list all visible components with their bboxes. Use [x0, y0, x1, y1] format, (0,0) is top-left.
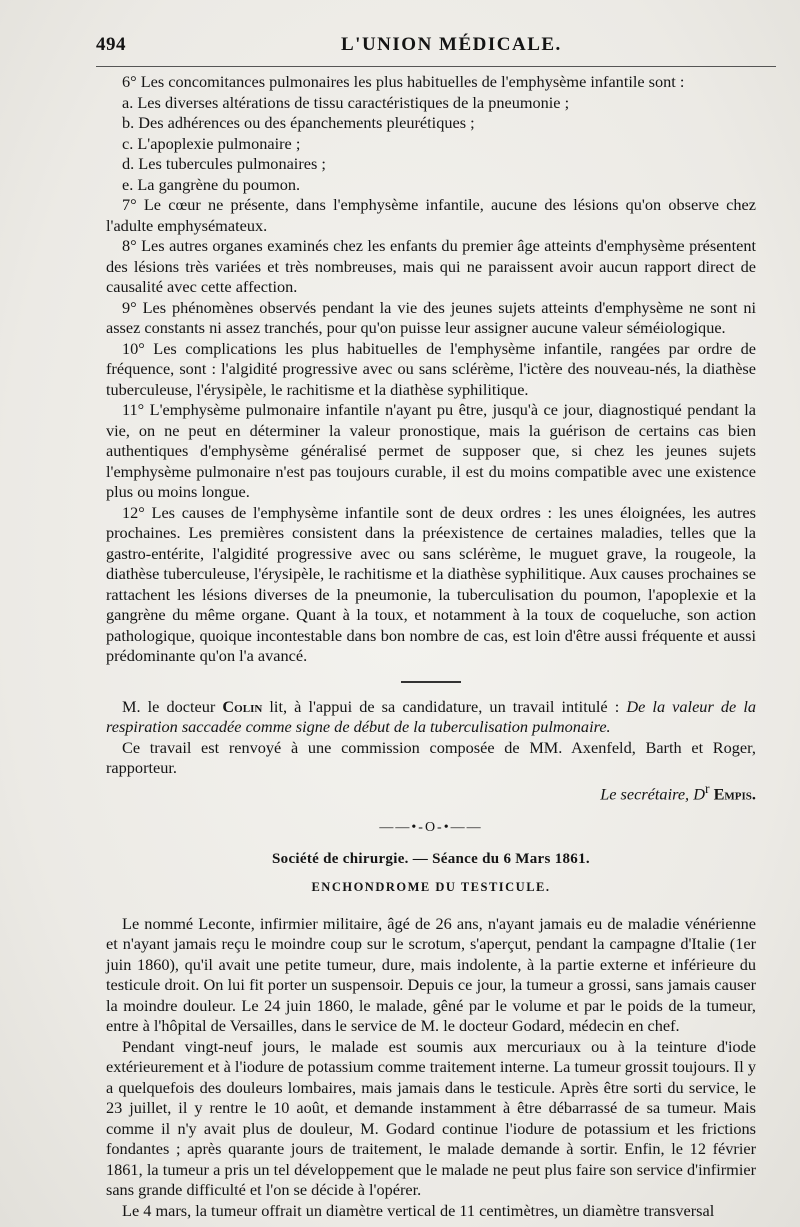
article-body [106, 72, 756, 1221]
case-paragraph-2: Pendant vingt-neuf jours, le malade est soumis aux mercuriaux ou à la teinture d'iode extérieurement et à l'iodure de potassium comme traitement interne. La tumeur grossit toujours. Il y a quelquefois des douleurs lombaires, mais jamais dans le testicule. Après être sorti du service, le 23 juillet, il y rentre le 10 août, et demande instamment à être débarrassé de sa tumeur. Mais comme il n'y avait plus de douleur, M. Godard continue l'iodure de potassium et les frictions fondantes ; après quarante jours de traitement, le malade demande à sortir. Enfin, le 12 février 1861, la tumeur a pris un tel développement que le malade ne peut plus faire son service d'infirmier sans grande difficulté et l'on se décide à l'opérer. [106, 1036, 756, 1200]
conclusion-9: 9° Les phénomènes observés pendant la vie des jeunes sujets atteints d'emphysème ne sont ni assez constants ni assez tranchés, pour qu'on puisse leur assigner aucune valeur séméiologique. [106, 297, 756, 337]
signature-sup: r [704, 780, 710, 796]
colin-paragraph [106, 697, 756, 738]
society-title: Société de chirurgie. — Séance du 6 Mars 1861. [272, 850, 590, 867]
conclusion-11: 11° L'emphysème pulmonaire infantile n'ayant pu être, jusqu'à ce jour, diagnostiqué pendant la vie, on ne peut en déterminer la valeur pronostique, mais la guérison de certains cas bien authentiques d'emphysème généralisé permet de supposer que, si chez les jeunes sujets l'emphysème pulmonaire n'est pas toujours curable, il est du moins compatible avec une existence plus ou moins longue. [106, 400, 756, 501]
conclusion-7: 7° Le cœur ne présente, dans l'emphysème infantile, aucune des lésions qu'on observe chez l'adulte emphysémateux. [106, 195, 756, 235]
colin-middle: lit, à l'appui de sa candidature, un travail intitulé : [262, 696, 627, 716]
conclusion-10: 10° Les complications les plus habituelles de l'emphysème infantile, rangées par ordre de fréquence, sont : l'algidité progressive avec ou sans sclérème, l'ictère des nouveau-nés, la diathèse tuberculeuse, l'érysipèle, le rachitisme et la diathèse syphilitique. [106, 338, 756, 399]
running-title: L'UNION MÉDICALE. [341, 34, 562, 55]
list-item: b. Des adhérences ou des épanchements pleurétiques ; [122, 113, 475, 132]
list-item: e. La gangrène du poumon. [122, 174, 301, 194]
conclusion-8: 8° Les autres organes examinés chez les enfants du premier âge atteints d'emphysème présentent des lésions très variées et très nombreuses, mais qui ne paraissent avoir aucun rapport direct de causalité avec cette affection. [106, 236, 756, 296]
colin-referral: Ce travail est renvoyé à une commission composée de MM. Axenfeld, Barth et Roger, rapporteur. [106, 737, 756, 777]
case-paragraph-3: Le 4 mars, la tumeur offrait un diamètre vertical de 11 centimètres, un diamètre transversal [122, 1200, 715, 1220]
list-item: d. Les tubercules pulmonaires ; [122, 154, 326, 173]
page-number: 494 [96, 34, 126, 55]
list-item: a. Les diverses altérations de tissu caractéristiques de la pneumonie ; [122, 92, 570, 112]
conclusion-6: 6° Les concomitances pulmonaires les plus habituelles de l'emphysème infantile sont : [122, 72, 685, 91]
colin-prefix: M. le docteur [122, 696, 223, 716]
ornament-divider: ——•-O-•—— [379, 820, 483, 836]
conclusion-12: 12° Les causes de l'emphysème infantile sont de deux ordres : les unes éloignées, les autres prochaines. Les premières consistent dans la préexistence de certaines maladies, telles que la gastro-entérite, l'algidité progressive avec ou sans sclérème, le muguet grave, la rougeole, la diathèse tuberculeuse, l'érysipèle, le rachitisme et la diathèse syphilitique. Aux causes prochaines se rattachent les lésions diverses de la pneumonie, la tuberculisation du poumon, l'apoplexie et la gangrène du même organe. Quant à la toux, et notamment à la toux de coqueluche, son action pathologique, quoique incontestable dans bon nombre de cas, est loin d'être aussi fréquente et aussi prédominante qu'on l'a avancé. [106, 502, 756, 665]
list-item: c. L'apoplexie pulmonaire ; [122, 133, 301, 153]
colin-name: Colin [222, 696, 263, 716]
header-rule [96, 66, 776, 67]
signature-name: Empis. [713, 783, 756, 803]
signature-label: Le secrétaire, D [600, 783, 705, 803]
secretary-signature [106, 779, 756, 805]
section-title: ENCHONDROME DU TESTICULE. [311, 880, 551, 895]
page-header [96, 34, 776, 62]
colin-work-title: De la valeur de la respiration saccadée comme signe de début de la tuberculisation pulmonaire. [106, 696, 757, 736]
section-divider [401, 681, 461, 683]
case-paragraph-1: Le nommé Leconte, infirmier militaire, âgé de 26 ans, n'ayant jamais eu de maladie vénérienne et n'ayant jamais reçu le moindre coup sur le scrotum, s'aperçut, pendant la campagne d'Italie (1er juin 1860), qu'il avait une petite tumeur, dure, mais indolente, à la partie externe et inférieure du testicule droit. On lui fit porter un suspensoir. Depuis ce jour, la tumeur a grossi, sans jamais causer la moindre douleur. Le 24 juin 1860, le malade, gêné par le volume et par le poids de la tumeur, entre à l'hôpital de Versailles, dans le service de M. le docteur Godard, médecin en chef. [106, 913, 756, 1036]
